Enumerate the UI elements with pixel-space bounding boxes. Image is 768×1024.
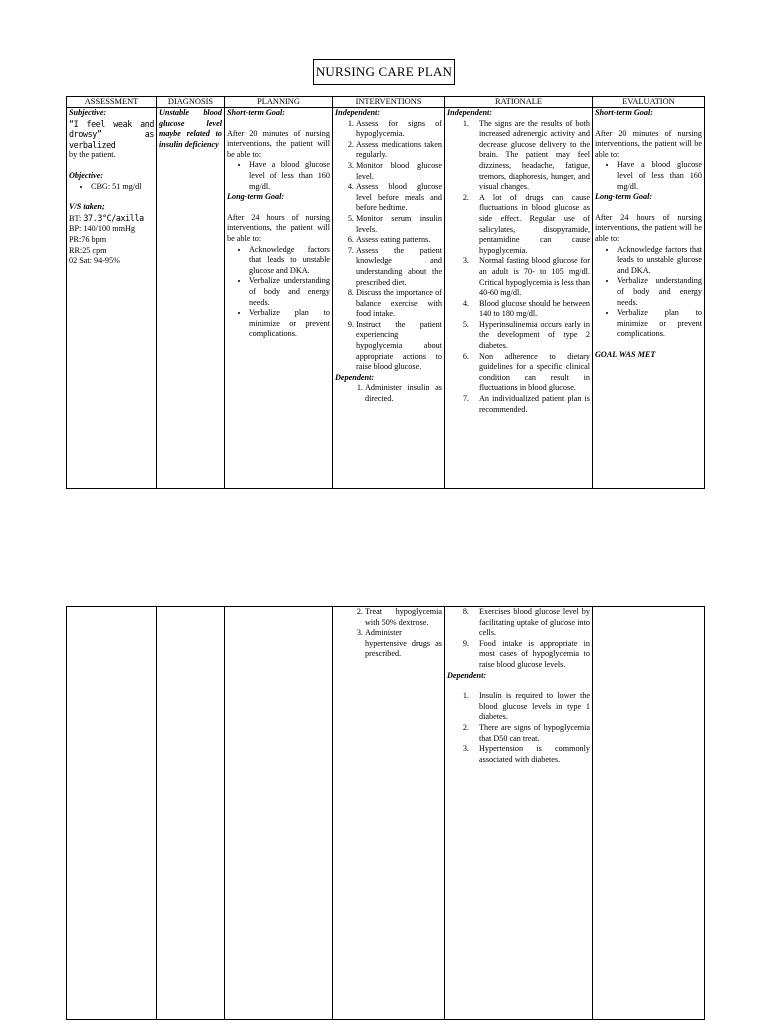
intervention-item: 7. Assess the patient knowledge and understanding about the prescribed diet. bbox=[356, 246, 442, 288]
rationale-item: 2. A lot of drugs can cause fluctuations in blood glucose as side effect. Regular use of salicylates, disopyramide, pentamidine can cause hypoglycemia. bbox=[471, 193, 590, 257]
dependent-intervention-item: 1. Administer insulin as directed. bbox=[365, 383, 442, 404]
intervention-item: 9. Instruct the patient experiencing hypoglycemia about appropriate actions to raise blood glucose. bbox=[356, 320, 442, 373]
bt-label: BT: bbox=[69, 213, 82, 223]
goal-met-text: GOAL WAS MET bbox=[595, 349, 656, 359]
planning-long-text: After 24 hours of nursing interventions, the patient will be able to: bbox=[227, 212, 330, 243]
intervention-item: 5. Monitor serum insulin levels. bbox=[356, 214, 442, 235]
rationale-item: 7. An individualized patient plan is recommended. bbox=[471, 394, 590, 415]
rationale-item: 8. Exercises blood glucose level by facilitating uptake of glucose into cells. bbox=[471, 607, 590, 639]
header-diagnosis: DIAGNOSIS bbox=[157, 97, 225, 108]
objective-label: Objective: bbox=[69, 170, 104, 180]
planning-short-item: • Have a blood glucose level of less than 160 mg/dl. bbox=[249, 160, 330, 192]
rationale-cell bbox=[445, 108, 593, 489]
rationale-cell-cont bbox=[445, 607, 593, 1020]
diagnosis-cell-cont bbox=[157, 607, 225, 1020]
rationale-item: 5. Hyperinsulinemia occurs early in the development of type 2 diabetes. bbox=[471, 320, 590, 352]
rr-value: RR:25 cpm bbox=[69, 245, 107, 255]
evaluation-long-item: • Acknowledge factors that leads to unstable glucose and DKA. bbox=[617, 245, 702, 277]
intervention-item: 6. Assess eating patterns. bbox=[356, 235, 442, 246]
intervention-item: 1. Assess for signs of hypoglycemia. bbox=[356, 119, 442, 140]
rationale-dependent-label: Dependent: bbox=[447, 670, 487, 680]
evaluation-long-text: After 24 hours of nursing interventions, the patient will be able to: bbox=[595, 212, 702, 243]
evaluation-long-item: • Verbalize understanding of body and energy needs. bbox=[617, 276, 702, 308]
evaluation-cell-cont bbox=[593, 607, 705, 1020]
interventions-independent-label: Independent: bbox=[335, 108, 381, 117]
rationale-independent-label: Independent: bbox=[447, 108, 493, 117]
planning-long-label: Long-term Goal: bbox=[227, 192, 285, 202]
planning-long-item: • Acknowledge factors that leads to unstable glucose and DKA. bbox=[249, 245, 330, 277]
planning-long-item: • Verbalize plan to minimize or prevent complications. bbox=[249, 308, 330, 340]
header-rationale: RATIONALE bbox=[445, 97, 593, 108]
evaluation-cell bbox=[593, 108, 705, 489]
bt-line bbox=[69, 213, 154, 225]
header-evaluation: EVALUATION bbox=[593, 97, 705, 108]
header-row bbox=[67, 97, 705, 108]
planning-short-label: Short-term Goal: bbox=[227, 108, 286, 117]
assessment-cell bbox=[67, 108, 157, 489]
vital-signs-label: V/S taken; bbox=[69, 202, 105, 212]
planning-long-item: • Verbalize understanding of body and energy needs. bbox=[249, 276, 330, 308]
care-plan-table bbox=[66, 96, 705, 489]
plan-row bbox=[67, 108, 705, 489]
header-assessment: ASSESSMENT bbox=[67, 97, 157, 108]
rationale-item: 9. Food intake is appropriate in most cases of hypoglycemia to raise blood glucose levels. bbox=[471, 639, 590, 671]
intervention-item: 3. Monitor blood glucose level. bbox=[356, 161, 442, 182]
interventions-cell-cont bbox=[333, 607, 445, 1020]
subjective-label: Subjective: bbox=[69, 108, 107, 117]
interventions-dependent-label: Dependent: bbox=[335, 372, 375, 382]
planning-short-text: After 20 minutes of nursing interventions, the patient will be able to: bbox=[227, 128, 330, 159]
dependent-intervention-item: 2. Treat hypoglycemia with 50% dextrose. bbox=[365, 607, 442, 628]
evaluation-long-label: Long-term Goal: bbox=[595, 192, 653, 202]
pr-value: PR:76 bpm bbox=[69, 234, 107, 244]
interventions-cell bbox=[333, 108, 445, 489]
evaluation-short-item: • Have a blood glucose level of less than 160 mg/dl. bbox=[617, 160, 702, 192]
intervention-item: 2. Assess medications taken regularly. bbox=[356, 140, 442, 161]
planning-cell-cont bbox=[225, 607, 333, 1020]
rationale-item: 4. Blood glucose should be between 140 to 180 mg/dl. bbox=[471, 299, 590, 320]
subjective-quote: “I feel weak and drowsy” as verbalized bbox=[69, 118, 154, 150]
evaluation-long-item: • Verbalize plan to minimize or prevent complications. bbox=[617, 308, 702, 340]
evaluation-short-label: Short-term Goal: bbox=[595, 108, 654, 117]
dependent-rationale-item: 3. Hypertension is commonly associated with diabetes. bbox=[471, 744, 590, 765]
assessment-cell-cont bbox=[67, 607, 157, 1020]
evaluation-short-text: After 20 minutes of nursing interventions, the patient will be able to: bbox=[595, 128, 702, 159]
diagnosis-text: Unstable blood glucose level maybe related to insulin deficiency bbox=[159, 108, 222, 149]
bt-value: 37.3°C/axilla bbox=[83, 212, 144, 223]
header-interventions: INTERVENTIONS bbox=[333, 97, 445, 108]
intervention-item: 8. Discuss the importance of balance exercise with food intake. bbox=[356, 288, 442, 320]
care-plan-continuation-table bbox=[66, 606, 705, 1020]
planning-cell bbox=[225, 108, 333, 489]
cbg-value: • CBG: 51 mg/dl bbox=[91, 182, 154, 193]
by-patient-text: by the patient. bbox=[69, 150, 116, 160]
bp-value: BP: 140/100 mmHg bbox=[69, 224, 135, 234]
rationale-item: 3. Normal fasting blood glucose for an adult is 70- to 105 mg/dl. Critical hypoglycemia is less than 40-60 mg/dl. bbox=[471, 256, 590, 298]
diagnosis-cell bbox=[157, 108, 225, 489]
dependent-rationale-item: 2. There are signs of hypoglycemia that D50 can treat. bbox=[471, 723, 590, 744]
page-title: NURSING CARE PLAN bbox=[313, 59, 455, 85]
continuation-row bbox=[67, 607, 705, 1020]
o2-sat-value: 02 Sat: 94-95% bbox=[69, 256, 120, 266]
rationale-item: 1. The signs are the results of both increased adrenergic activity and decrease glucose delivery to the brain. The patient may feel dizziness, headache, fatigue, tremors, diaphoresis, hunger, and visual changes. bbox=[471, 119, 590, 193]
intervention-item: 4. Assess blood glucose level before meals and before bedtime. bbox=[356, 182, 442, 214]
dependent-intervention-item: 3. Administer hypertensive drugs as prescribed. bbox=[365, 628, 442, 660]
header-planning: PLANNING bbox=[225, 97, 333, 108]
dependent-rationale-item: 1. Insulin is required to lower the blood glucose levels in type 1 diabetes. bbox=[471, 691, 590, 723]
rationale-item: 6. Non adherence to dietary guidelines for a specific clinical condition can result in fluctuations in blood glucose. bbox=[471, 352, 590, 394]
